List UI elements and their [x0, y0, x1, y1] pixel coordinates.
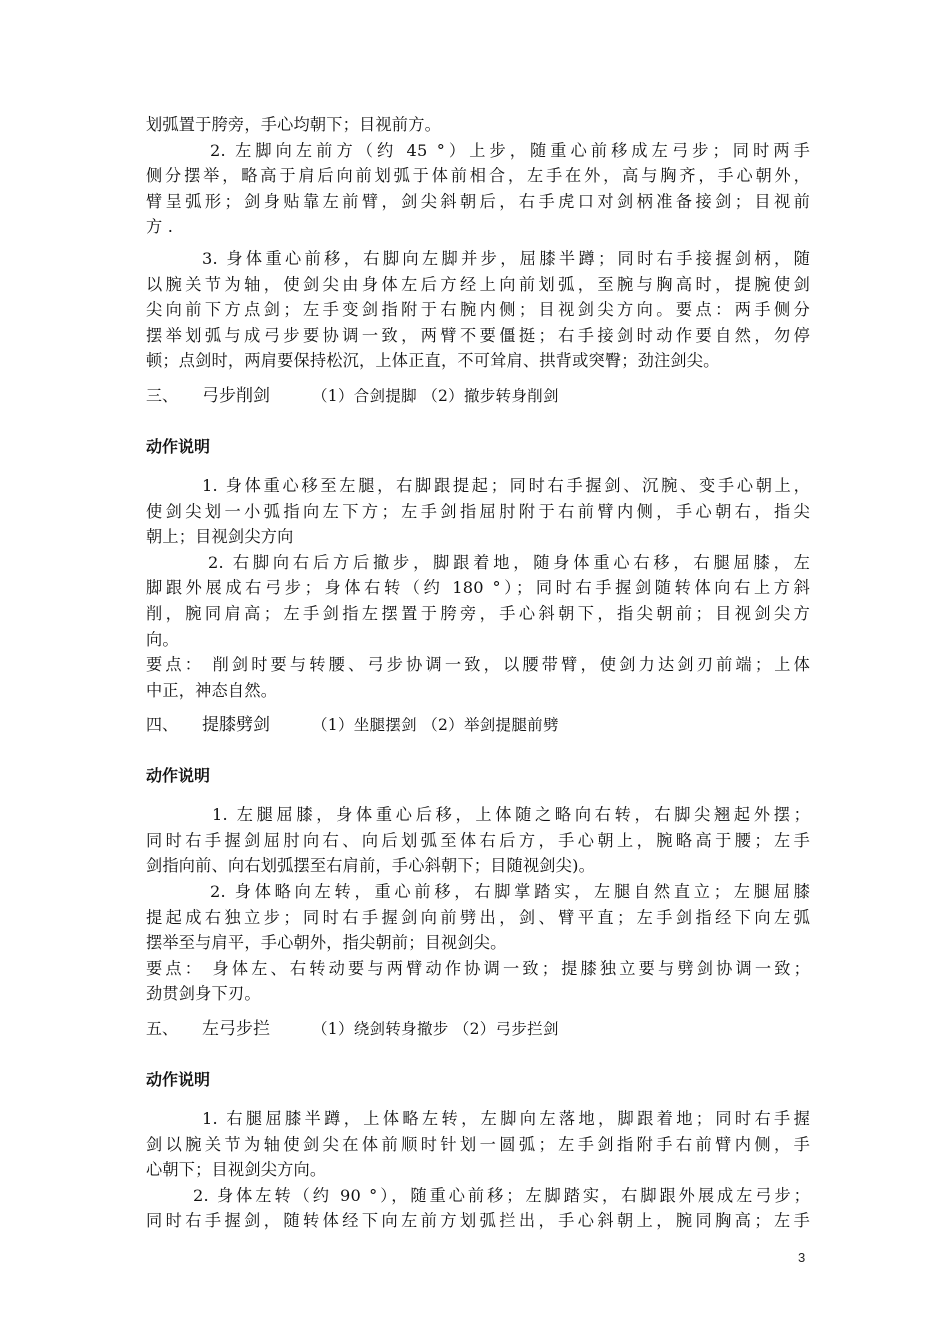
- text-line: 朝上；目视剑尖方向: [146, 527, 294, 547]
- section-subtitle: （1）绕剑转身撤步 （2）弓步拦剑: [312, 1020, 559, 1039]
- text-line: 中正，神态自然。: [146, 680, 278, 700]
- text-line: 2. 右脚向右后方后撤步，脚跟着地，随身体重心右移，右腿屈膝，左: [208, 552, 810, 572]
- subheading-action-description: 动作说明: [146, 1070, 211, 1090]
- section-number: 四、: [146, 715, 179, 735]
- text-line: 摆举划弧与成弓步要协调一致，两臂不要僵挺；右手接剑时动作要自然，勿停: [146, 325, 810, 345]
- section-name: 左弓步拦: [202, 1019, 270, 1040]
- text-line: 侧分摆举，略高于肩后向前划弧于体前相合，左手在外，高与胸齐，手心朝外，: [146, 166, 810, 186]
- paragraph: [146, 879, 810, 956]
- text-line: 劲贯剑身下刃。: [146, 984, 261, 1004]
- text-line: 要点： 身体左、右转动要与两臂动作协调一致；提膝独立要与劈剑协调一致；: [146, 958, 810, 978]
- text-line: 以腕关节为轴，使剑尖由身体左后方经上向前划弧，至腕与胸高时，提腕使剑: [146, 274, 810, 294]
- paragraph: [146, 550, 810, 652]
- paragraph-key-points: [146, 652, 810, 703]
- text-line: 顿；点剑时，两肩要保持松沉，上体正直，不可耸肩、拱背或突臀；劲注剑尖。: [146, 351, 720, 371]
- section-number: 五、: [146, 1019, 179, 1039]
- section-number: 三、: [146, 385, 179, 405]
- paragraph-step-3: [146, 246, 810, 374]
- text-line: 划弧置于胯旁，手心均朝下；目视前方。: [146, 115, 441, 134]
- text-line: 2. 身体左转（约 90 °），随重心前移；左脚踏实，右脚跟外展成左弓步；: [193, 1185, 810, 1205]
- text-line: 2. 左脚向左前方（约 45 °）上步，随重心前移成左弓步；同时两手: [210, 140, 810, 160]
- section-title-4: [146, 712, 810, 738]
- section-name: 提膝劈剑: [202, 715, 270, 736]
- text-line: 1. 右腿屈膝半蹲，上体略左转，左脚向左落地，脚跟着地；同时右手握: [202, 1109, 810, 1129]
- text-line: 摆举至与肩平，手心朝外，指尖朝前；目视剑尖。: [146, 933, 507, 953]
- paragraph: [146, 1183, 810, 1234]
- text-line: 剑以腕关节为轴使剑尖在体前顺时针划一圆弧；左手剑指附手右前臂内侧，手: [146, 1134, 810, 1154]
- page-number: 3: [798, 1250, 806, 1265]
- section-subtitle: （1）坐腿摆剑 （2）举剑提腿前劈: [312, 716, 559, 735]
- text-line: 方 .: [146, 217, 174, 237]
- paragraph: [146, 473, 810, 550]
- text-line: 脚跟外展成右弓步；身体右转（约 180 °）；同时右手握剑随转体向右上方斜: [146, 578, 810, 598]
- text-line: 同时右手握剑屈肘向右、向后划弧至体右后方，手心朝上，腕略高于腰；左手: [146, 830, 810, 850]
- text-line: 同时右手握剑，随转体经下向左前方划弧拦出，手心斜朝上，腕同胸高；左手: [146, 1211, 810, 1231]
- text-line: 心朝下；目视剑尖方向。: [146, 1160, 327, 1180]
- text-line: 使剑尖划一小弧指向左下方；左手剑指屈肘附于右前臂内侧，手心朝右，指尖: [146, 501, 810, 521]
- text-line: 臂呈弧形；剑身贴靠左前臂，剑尖斜朝后，右手虎口对剑柄准备接剑；目视前: [146, 191, 810, 211]
- text-line: 要点： 削剑时要与转腰、弓步协调一致，以腰带臂，使剑力达剑刃前端；上体: [146, 655, 810, 675]
- section-name: 弓步削剑: [202, 385, 270, 406]
- text-line: 2. 身体略向左转，重心前移，右脚掌踏实，左腿自然直立；左腿屈膝: [210, 882, 810, 902]
- text-line: 提起成右独立步；同时右手握剑向前劈出，剑、臂平直；左手剑指经下向左弧: [146, 907, 810, 927]
- paragraph-continued: [146, 112, 810, 138]
- paragraph-key-points: [146, 956, 810, 1007]
- paragraph: [146, 1106, 810, 1183]
- paragraph-step-2: [146, 138, 810, 240]
- text-line: 削，腕同肩高；左手剑指左摆置于胯旁，手心斜朝下，指尖朝前；目视剑尖方: [146, 603, 810, 623]
- text-line: 向。: [146, 629, 179, 649]
- section-title-5: [146, 1016, 810, 1042]
- paragraph: [146, 802, 810, 879]
- text-line: 1. 身体重心移至左腿，右脚跟提起；同时右手握剑、沉腕、变手心朝上，: [202, 475, 810, 495]
- page-content: [146, 112, 810, 1234]
- text-line: 剑指向前、向右划弧摆至右肩前，手心斜朝下；目随视剑尖)。: [146, 856, 595, 876]
- text-line: 尖向前下方点剑；左手变剑指附于右腕内侧；目视剑尖方向。要点：两手侧分: [146, 300, 810, 320]
- section-title-3: [146, 383, 810, 409]
- section-subtitle: （1）合剑提脚 （2）撤步转身削剑: [312, 386, 559, 405]
- subheading-action-description: 动作说明: [146, 766, 211, 786]
- text-line: 3. 身体重心前移，右脚向左脚并步，屈膝半蹲；同时右手接握剑柄，随: [202, 248, 810, 268]
- text-line: 1. 左腿屈膝，身体重心后移，上体随之略向右转，右脚尖翘起外摆；: [212, 805, 810, 825]
- subheading-action-description: 动作说明: [146, 436, 211, 456]
